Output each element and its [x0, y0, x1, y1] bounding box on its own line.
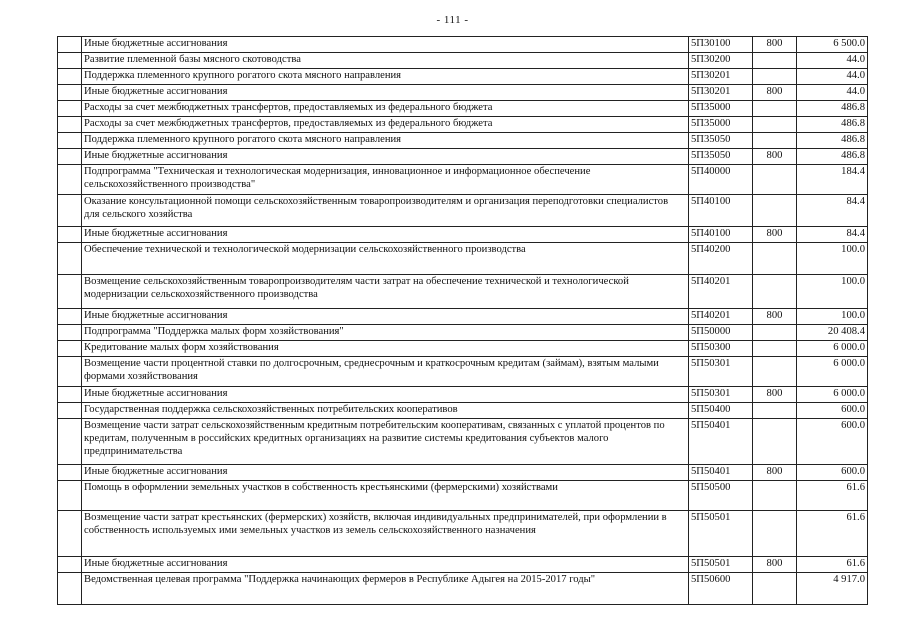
row-name-cell: Поддержка племенного крупного рогатого скота мясного направления — [82, 69, 689, 85]
row-code-cell: 5П50600 — [689, 573, 753, 605]
row-name-cell: Государственная поддержка сельскохозяйственных потребительских кооперативов — [82, 403, 689, 419]
row-vr-cell: 800 — [753, 309, 797, 325]
table-row — [58, 309, 868, 325]
row-vr-cell — [753, 133, 797, 149]
row-code-cell: 5П35050 — [689, 133, 753, 149]
table-row — [58, 69, 868, 85]
table-row — [58, 37, 868, 53]
row-name-cell: Кредитование малых форм хозяйствования — [82, 341, 689, 357]
row-name-cell: Возмещение части процентной ставки по долгосрочным, среднесрочным и краткосрочным кредитам (займам), взятым малыми формами хозяйствования — [82, 357, 689, 387]
row-code-cell: 5П50300 — [689, 341, 753, 357]
row-code-cell: 5П40100 — [689, 227, 753, 243]
row-sum-cell: 20 408.4 — [797, 325, 868, 341]
row-sum-cell: 486.8 — [797, 117, 868, 133]
row-vr-cell — [753, 325, 797, 341]
row-vr-cell — [753, 573, 797, 605]
row-sum-cell: 61.6 — [797, 511, 868, 557]
table-row — [58, 557, 868, 573]
row-sum-cell: 6 000.0 — [797, 341, 868, 357]
row-vr-cell — [753, 243, 797, 275]
row-blank-cell — [58, 557, 82, 573]
row-code-cell: 5П50301 — [689, 387, 753, 403]
row-vr-cell — [753, 69, 797, 85]
row-code-cell: 5П30201 — [689, 85, 753, 101]
row-blank-cell — [58, 309, 82, 325]
row-vr-cell — [753, 165, 797, 195]
row-vr-cell — [753, 117, 797, 133]
row-vr-cell — [753, 481, 797, 511]
row-code-cell: 5П50401 — [689, 419, 753, 465]
table-row — [58, 465, 868, 481]
row-code-cell: 5П40201 — [689, 309, 753, 325]
row-blank-cell — [58, 419, 82, 465]
row-blank-cell — [58, 481, 82, 511]
table-row — [58, 243, 868, 275]
row-name-cell: Развитие племенной базы мясного скотоводства — [82, 53, 689, 69]
row-blank-cell — [58, 357, 82, 387]
table-row — [58, 133, 868, 149]
row-blank-cell — [58, 133, 82, 149]
row-code-cell: 5П40201 — [689, 275, 753, 309]
row-blank-cell — [58, 387, 82, 403]
row-vr-cell — [753, 403, 797, 419]
row-name-cell: Оказание консультационной помощи сельскохозяйственным товаропроизводителям и организация переподготовки специалистов для сельского хозяйства — [82, 195, 689, 227]
row-vr-cell: 800 — [753, 557, 797, 573]
row-sum-cell: 6 500.0 — [797, 37, 868, 53]
row-sum-cell: 600.0 — [797, 403, 868, 419]
row-code-cell: 5П35000 — [689, 117, 753, 133]
table-row — [58, 85, 868, 101]
row-blank-cell — [58, 465, 82, 481]
row-name-cell: Расходы за счет межбюджетных трансфертов, предоставляемых из федерального бюджета — [82, 117, 689, 133]
row-name-cell: Возмещение части затрат крестьянских (фермерских) хозяйств, включая индивидуальных предпринимателей, при оформлении в собственность используемых ими земельных участков из земель сельскохозяйственного назначения — [82, 511, 689, 557]
row-sum-cell: 486.8 — [797, 133, 868, 149]
row-sum-cell: 486.8 — [797, 101, 868, 117]
table-row — [58, 341, 868, 357]
table-row — [58, 403, 868, 419]
row-name-cell: Иные бюджетные ассигнования — [82, 37, 689, 53]
row-code-cell: 5П35050 — [689, 149, 753, 165]
row-name-cell: Иные бюджетные ассигнования — [82, 85, 689, 101]
row-blank-cell — [58, 69, 82, 85]
row-vr-cell — [753, 511, 797, 557]
row-sum-cell: 44.0 — [797, 53, 868, 69]
row-blank-cell — [58, 37, 82, 53]
table-row — [58, 101, 868, 117]
row-name-cell: Подпрограмма "Поддержка малых форм хозяйствования" — [82, 325, 689, 341]
table-row — [58, 357, 868, 387]
row-vr-cell — [753, 357, 797, 387]
row-blank-cell — [58, 165, 82, 195]
row-name-cell: Иные бюджетные ассигнования — [82, 387, 689, 403]
row-sum-cell: 6 000.0 — [797, 387, 868, 403]
row-blank-cell — [58, 101, 82, 117]
row-sum-cell: 61.6 — [797, 481, 868, 511]
table-row — [58, 227, 868, 243]
row-name-cell: Ведомственная целевая программа "Поддержка начинающих фермеров в Республике Адыгея на 2015-2017 годы" — [82, 573, 689, 605]
table-row — [58, 53, 868, 69]
row-code-cell: 5П50501 — [689, 557, 753, 573]
row-blank-cell — [58, 227, 82, 243]
row-code-cell: 5П30200 — [689, 53, 753, 69]
row-code-cell: 5П40200 — [689, 243, 753, 275]
row-sum-cell: 486.8 — [797, 149, 868, 165]
row-blank-cell — [58, 53, 82, 69]
row-blank-cell — [58, 325, 82, 341]
table-row — [58, 117, 868, 133]
row-vr-cell — [753, 341, 797, 357]
row-blank-cell — [58, 403, 82, 419]
row-sum-cell: 100.0 — [797, 275, 868, 309]
row-blank-cell — [58, 149, 82, 165]
row-code-cell: 5П35000 — [689, 101, 753, 117]
table-row — [58, 481, 868, 511]
row-sum-cell: 61.6 — [797, 557, 868, 573]
row-name-cell: Поддержка племенного крупного рогатого скота мясного направления — [82, 133, 689, 149]
row-sum-cell: 84.4 — [797, 227, 868, 243]
row-code-cell: 5П50501 — [689, 511, 753, 557]
row-name-cell: Помощь в оформлении земельных участков в собственность крестьянскими (фермерскими) хозяйствами — [82, 481, 689, 511]
row-sum-cell: 44.0 — [797, 69, 868, 85]
row-sum-cell: 100.0 — [797, 243, 868, 275]
row-vr-cell: 800 — [753, 387, 797, 403]
budget-table-body — [58, 37, 868, 605]
row-code-cell: 5П50301 — [689, 357, 753, 387]
table-row — [58, 165, 868, 195]
row-vr-cell — [753, 275, 797, 309]
table-row — [58, 511, 868, 557]
row-name-cell: Иные бюджетные ассигнования — [82, 149, 689, 165]
row-name-cell: Расходы за счет межбюджетных трансфертов, предоставляемых из федерального бюджета — [82, 101, 689, 117]
row-blank-cell — [58, 195, 82, 227]
row-sum-cell: 6 000.0 — [797, 357, 868, 387]
row-code-cell: 5П50500 — [689, 481, 753, 511]
row-vr-cell: 800 — [753, 149, 797, 165]
row-sum-cell: 184.4 — [797, 165, 868, 195]
row-name-cell: Иные бюджетные ассигнования — [82, 465, 689, 481]
row-blank-cell — [58, 341, 82, 357]
table-row — [58, 195, 868, 227]
table-row — [58, 419, 868, 465]
row-name-cell: Обеспечение технической и технологической модернизации сельскохозяйственного производства — [82, 243, 689, 275]
row-blank-cell — [58, 511, 82, 557]
row-blank-cell — [58, 85, 82, 101]
row-code-cell: 5П30201 — [689, 69, 753, 85]
row-code-cell: 5П50400 — [689, 403, 753, 419]
budget-table — [57, 36, 868, 605]
row-name-cell: Иные бюджетные ассигнования — [82, 227, 689, 243]
row-vr-cell: 800 — [753, 465, 797, 481]
table-row — [58, 325, 868, 341]
row-code-cell: 5П50401 — [689, 465, 753, 481]
row-blank-cell — [58, 243, 82, 275]
row-name-cell: Возмещение части затрат сельскохозяйственным кредитным потребительским кооперативам, связанных с уплатой процентов по кредитам, полученным в российских кредитных организациях на развитие системы кредитования субъектов малого предпринимательства — [82, 419, 689, 465]
row-vr-cell — [753, 419, 797, 465]
table-row — [58, 275, 868, 309]
row-sum-cell: 84.4 — [797, 195, 868, 227]
row-sum-cell: 600.0 — [797, 419, 868, 465]
row-code-cell: 5П40000 — [689, 165, 753, 195]
row-blank-cell — [58, 117, 82, 133]
row-vr-cell — [753, 101, 797, 117]
table-row — [58, 573, 868, 605]
row-blank-cell — [58, 573, 82, 605]
table-row — [58, 387, 868, 403]
row-code-cell: 5П30100 — [689, 37, 753, 53]
row-blank-cell — [58, 275, 82, 309]
row-sum-cell: 4 917.0 — [797, 573, 868, 605]
row-code-cell: 5П50000 — [689, 325, 753, 341]
row-sum-cell: 600.0 — [797, 465, 868, 481]
page-number: - 111 - — [436, 14, 469, 26]
row-vr-cell — [753, 195, 797, 227]
row-name-cell: Возмещение сельскохозяйственным товаропроизводителям части затрат на обеспечение технической и технологической модернизации сельскохозяйственного производства — [82, 275, 689, 309]
row-code-cell: 5П40100 — [689, 195, 753, 227]
row-sum-cell: 100.0 — [797, 309, 868, 325]
table-row — [58, 149, 868, 165]
row-name-cell: Иные бюджетные ассигнования — [82, 309, 689, 325]
row-vr-cell — [753, 53, 797, 69]
row-vr-cell: 800 — [753, 37, 797, 53]
row-sum-cell: 44.0 — [797, 85, 868, 101]
row-name-cell: Иные бюджетные ассигнования — [82, 557, 689, 573]
row-name-cell: Подпрограмма "Техническая и технологическая модернизация, инновационное и информационное обеспечение сельскохозяйственного производства" — [82, 165, 689, 195]
row-vr-cell: 800 — [753, 85, 797, 101]
row-vr-cell: 800 — [753, 227, 797, 243]
